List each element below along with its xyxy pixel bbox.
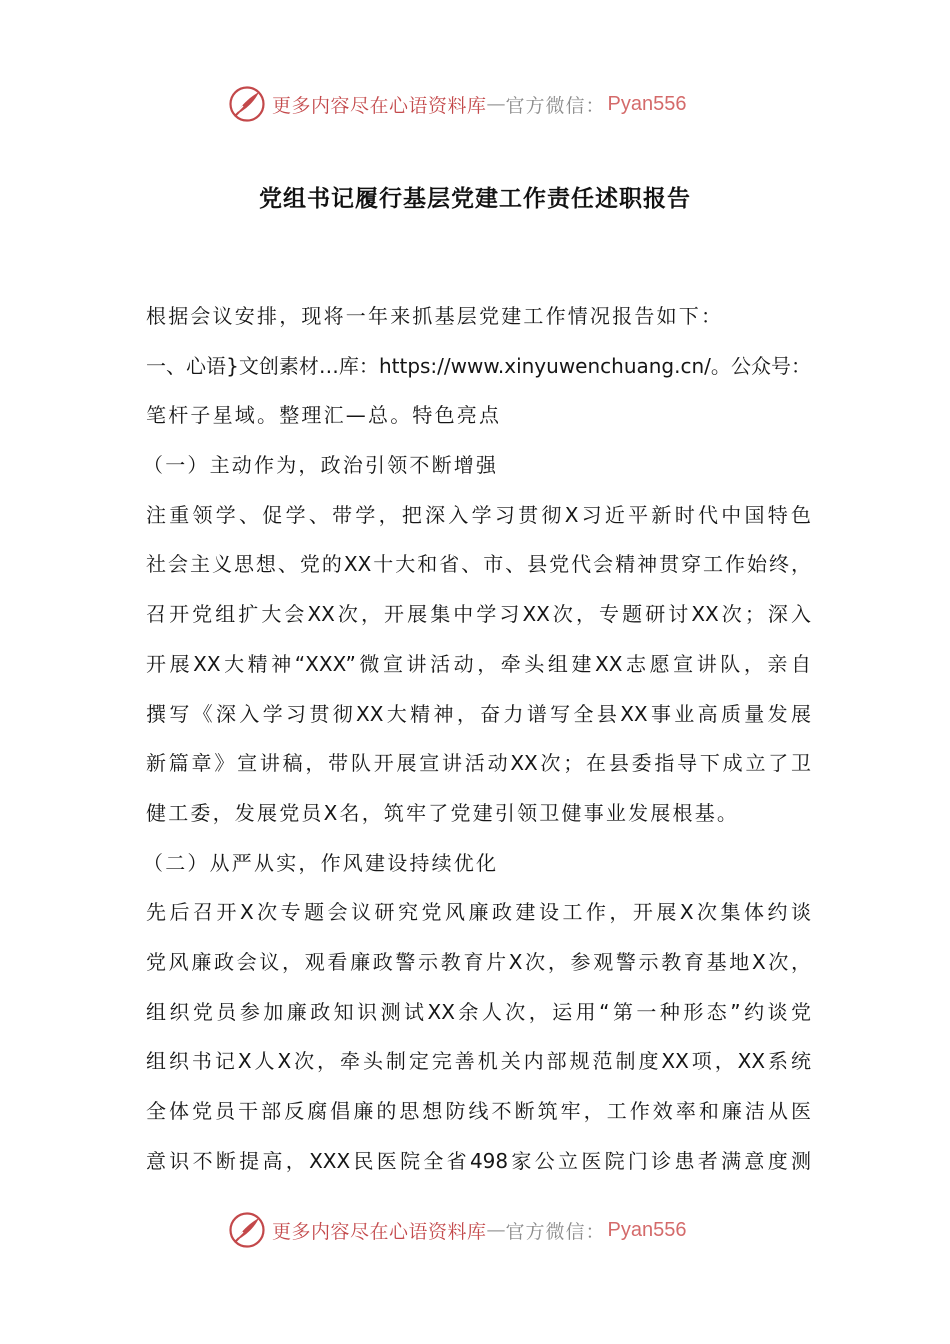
text-line: 一、心语}文创素材…库：https://www.xinyuwenchuang.cn/。公众号： [146, 353, 811, 378]
text-line: 组织书记X人X次，牵头制定完善机关内部规范制度XX项，XX系统 [146, 1049, 811, 1074]
text-line: 全体党员干部反腐倡廉的思想防线不断筑牢，工作效率和廉洁从医 [146, 1099, 811, 1123]
document-body [143, 292, 811, 1186]
text-line: 组织党员参加廉政知识测试XX余人次，运用“第一种形态”约谈党 [146, 999, 811, 1024]
text-line: 笔杆子星域。整理汇—总。特色亮点 [146, 403, 502, 428]
text-line: 健工委，发展党员X名，筑牢了党建引领卫健事业发展根基。 [146, 800, 740, 825]
text-line: 撰写《深入学习贯彻XX大精神，奋力谱写全县XX事业高质量发展 [146, 701, 811, 726]
wechat-account: Pyan556 [607, 92, 687, 115]
text-line: 召开党组扩大会XX次，开展集中学习XX次，专题研讨XX次；深入 [146, 602, 811, 627]
banner-separator: — [486, 93, 506, 115]
text-line: 社会主义思想、党的XX十大和省、市、县党代会精神贯穿工作始终， [146, 552, 811, 577]
footer-banner [228, 1208, 687, 1252]
banner-separator: — [486, 1219, 506, 1241]
pen-quill-logo-icon [228, 1211, 266, 1249]
header-banner [228, 82, 687, 126]
text-line: 先后召开X次专题会议研究党风廉政建设工作，开展X次集体约谈 [146, 900, 811, 925]
section-heading: （二）从严从实，作风建设持续优化 [143, 850, 499, 875]
wechat-label: 官方微信： [505, 1220, 606, 1243]
text-line: 新篇章》宣讲稿，带队开展宣讲活动XX次；在县委指导下成立了卫 [146, 751, 811, 776]
text-line: 意识不断提高，XXX民医院全省498家公立医院门诊患者满意度测 [146, 1148, 811, 1173]
text-line: 党风廉政会议，观看廉政警示教育片X次，参观警示教育基地X次， [146, 949, 811, 974]
text-line: 根据会议安排，现将一年来抓基层党建工作情况报告如下： [146, 304, 724, 328]
text-line: 开展XX大精神“XXX”微宣讲活动，牵头组建XX志愿宣讲队，亲自 [146, 651, 811, 676]
promo-text: 更多内容尽在心语资料库 [272, 1220, 487, 1243]
wechat-account: Pyan556 [607, 1218, 687, 1241]
section-heading: （一）主动作为，政治引领不断增强 [143, 453, 499, 478]
wechat-label: 官方微信： [505, 94, 606, 117]
text-line: 注重领学、促学、带学，把深入学习贯彻X习近平新时代中国特色 [146, 502, 811, 527]
promo-text: 更多内容尽在心语资料库 [272, 94, 487, 117]
document-title: 党组书记履行基层党建工作责任述职报告 [259, 185, 691, 212]
pen-quill-logo-icon [228, 85, 266, 123]
